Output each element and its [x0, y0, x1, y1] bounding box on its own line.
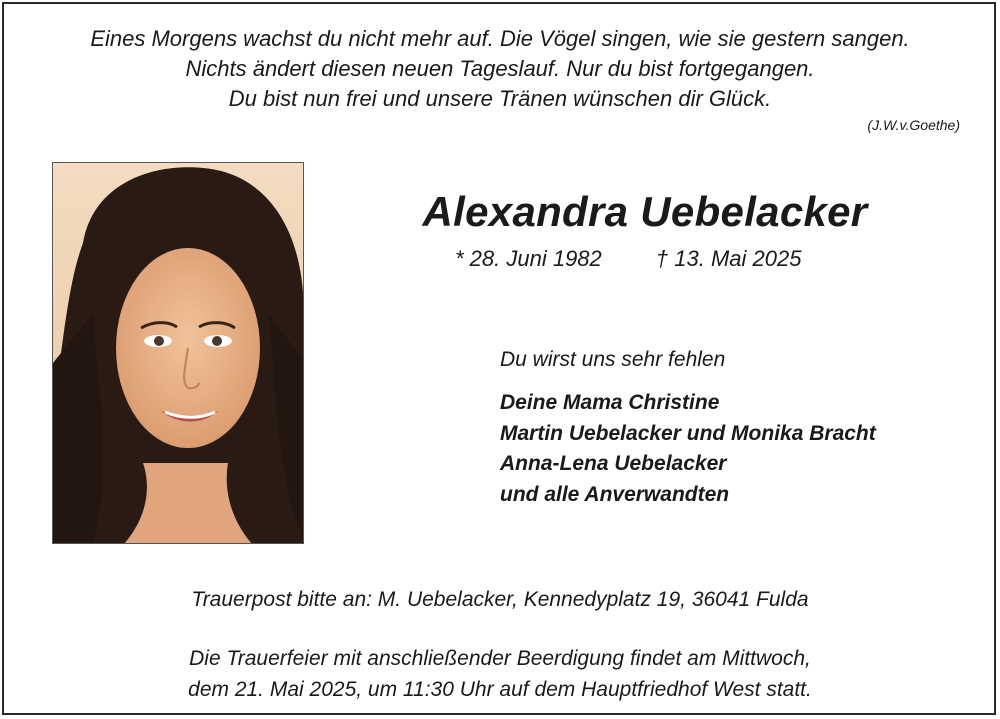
birth-date: * 28. Juni 1982 — [455, 246, 602, 271]
mourner-name: Deine Mama Christine — [500, 391, 720, 414]
life-dates — [455, 246, 801, 272]
poem — [0, 24, 1000, 114]
deceased-name: Alexandra Uebelacker — [422, 188, 868, 235]
condolence-address: Trauerpost bitte an: M. Uebelacker, Kennedyplatz 19, 36041 Fulda — [191, 588, 809, 611]
poem-line: Du bist nun frei und unsere Tränen wünschen dir Glück. — [228, 86, 772, 111]
mourners-list — [500, 388, 876, 510]
mourner-name: und alle Anverwandten — [500, 482, 730, 506]
mourner-name: Martin Uebelacker und Monika Bracht — [500, 421, 876, 445]
funeral-info — [0, 643, 1000, 705]
mourners-intro: Du wirst uns sehr fehlen — [500, 348, 726, 371]
poem-line: Nichts ändert diesen neuen Tageslauf. Nur du bist fortgegangen. — [185, 56, 815, 81]
mourner-name: Anna-Lena Uebelacker — [500, 452, 727, 475]
funeral-line: dem 21. Mai 2025, um 11:30 Uhr auf dem Hauptfriedhof West statt. — [188, 678, 812, 701]
funeral-line: Die Trauerfeier mit anschließender Beerdigung findet am Mittwoch, — [189, 647, 811, 670]
poem-line: Eines Morgens wachst du nicht mehr auf. Die Vögel singen, wie sie gestern sangen. — [90, 26, 910, 51]
portrait-photo — [52, 162, 304, 544]
poem-author: (J.W.v.Goethe) — [867, 117, 960, 133]
death-date: † 13. Mai 2025 — [655, 246, 802, 271]
